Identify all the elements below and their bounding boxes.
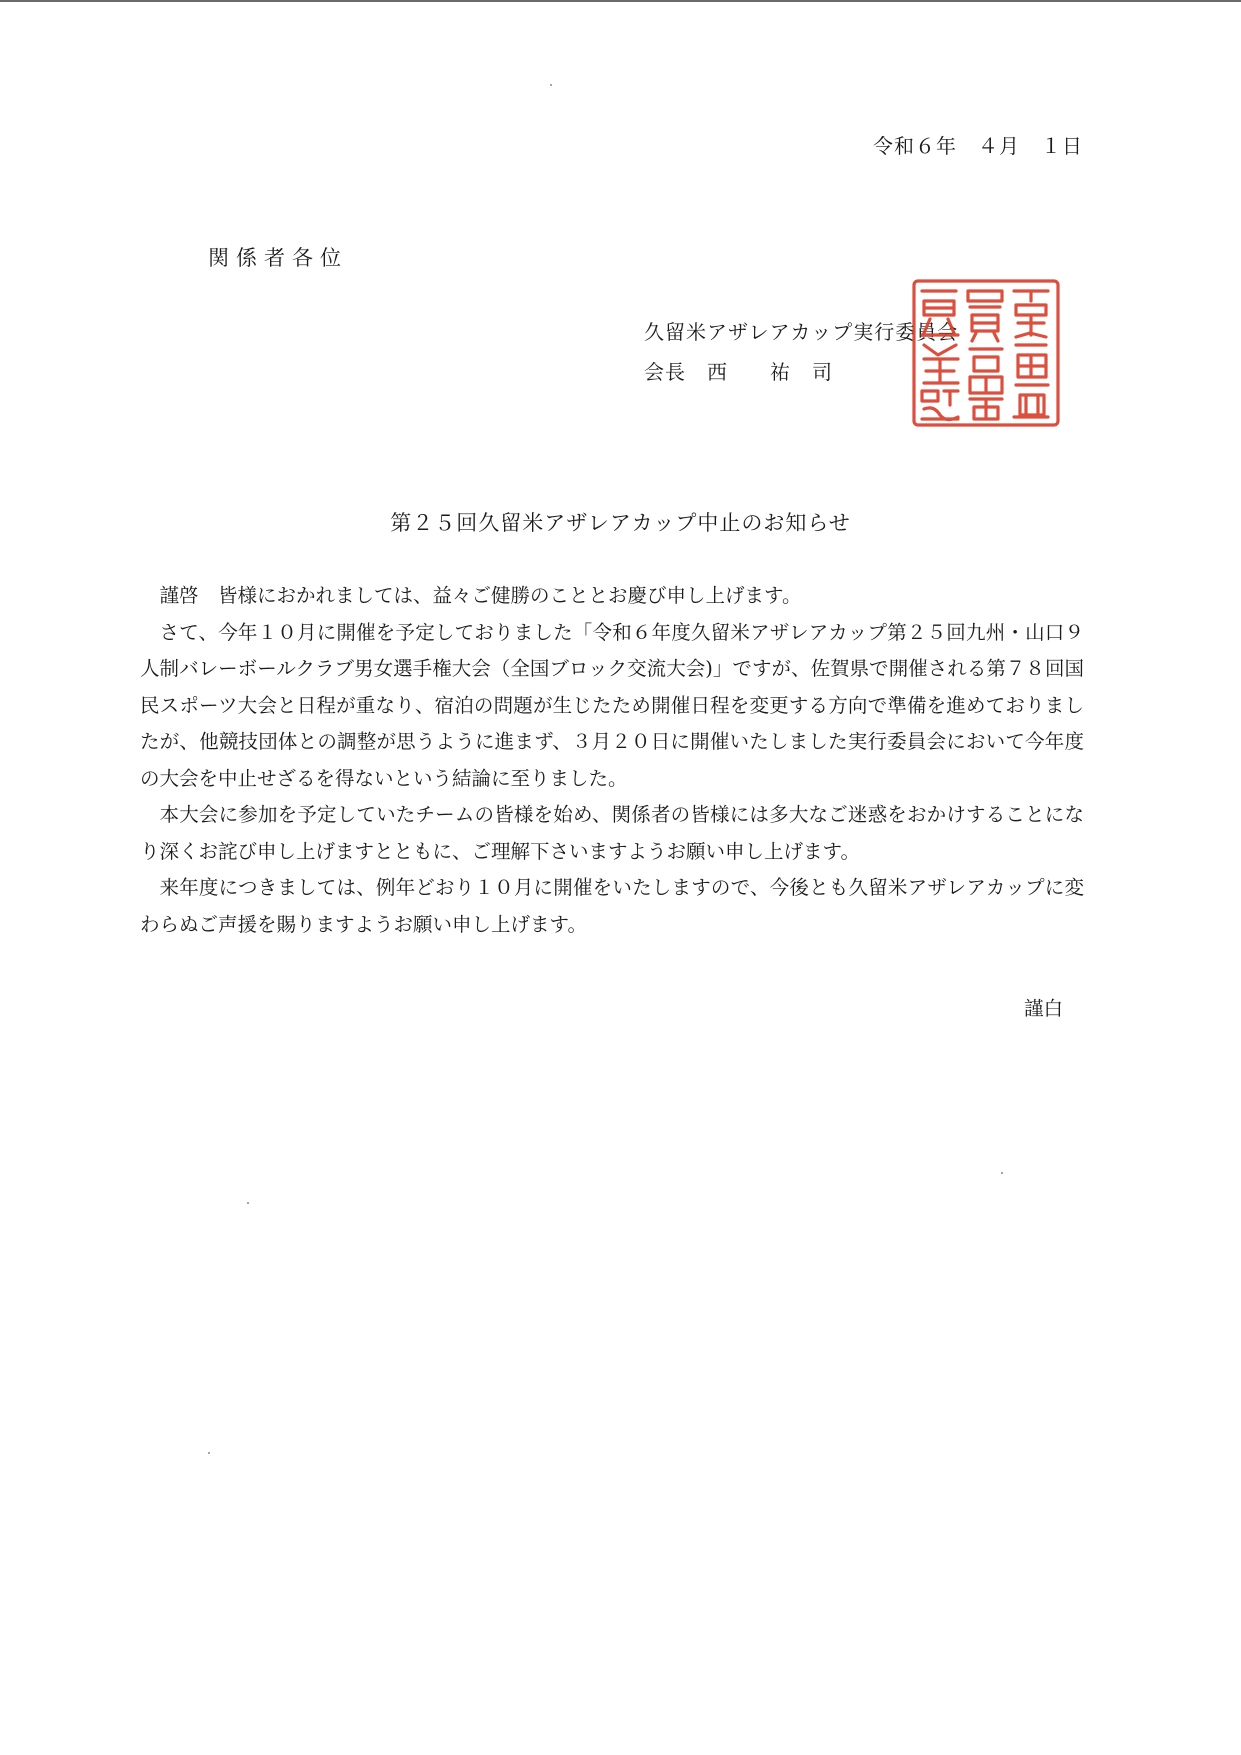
letter-title: 第２５回久留米アザレアカップ中止のお知らせ — [390, 511, 851, 535]
closing-phrase: 謹白 — [1023, 997, 1063, 1020]
next-year-paragraph: 来年度につきましては、例年どおり１０月に開催をいたしますので、今後とも久留米アザレアカップに変わらぬご声援を賜りますようお願い申し上げます。 — [140, 876, 1084, 936]
letter-date: 令和６年 ４月 １日 — [873, 134, 1083, 158]
letter-body — [140, 578, 1084, 943]
scan-speck — [550, 84, 552, 86]
sender-name: 会長 西 祐 司 — [644, 360, 833, 384]
addressee: 関係者各位 — [208, 246, 348, 270]
scan-speck — [1001, 1172, 1003, 1174]
scan-top-edge — [0, 0, 1241, 2]
sender-organization: 久留米アザレアカップ実行委員会 — [644, 320, 959, 344]
greeting-paragraph: 謹啓 皆様におかれましては、益々ご健勝のこととお慶び申し上げます。 — [159, 584, 802, 607]
apology-paragraph: 本大会に参加を予定していたチームの皆様を始め、関係者の皆様には多大なご迷惑をおかけすることになり深くお詫び申し上げますとともに、ご理解下さいますようお願い申し上げます。 — [140, 803, 1084, 863]
scan-speck — [247, 1202, 249, 1204]
official-seal-stamp — [910, 277, 1062, 429]
scan-speck — [208, 1452, 210, 1454]
announcement-paragraph: さて、今年１０月に開催を予定しておりました「令和６年度久留米アザレアカップ第２５回九州・山口９人制バレーボールクラブ男女選手権大会（全国ブロック交流大会)」ですが、佐賀県で開催される第７８回国民スポーツ大会と日程が重なり、宿泊の問題が生じたため開催日程を変更する方向で準備を進めておりましたが、他競技団体との調整が思うように進まず、３月２０日に開催いたしました実行委員会において今年度の大会を中止せざるを得ないという結論に至りました。 — [140, 620, 1084, 790]
